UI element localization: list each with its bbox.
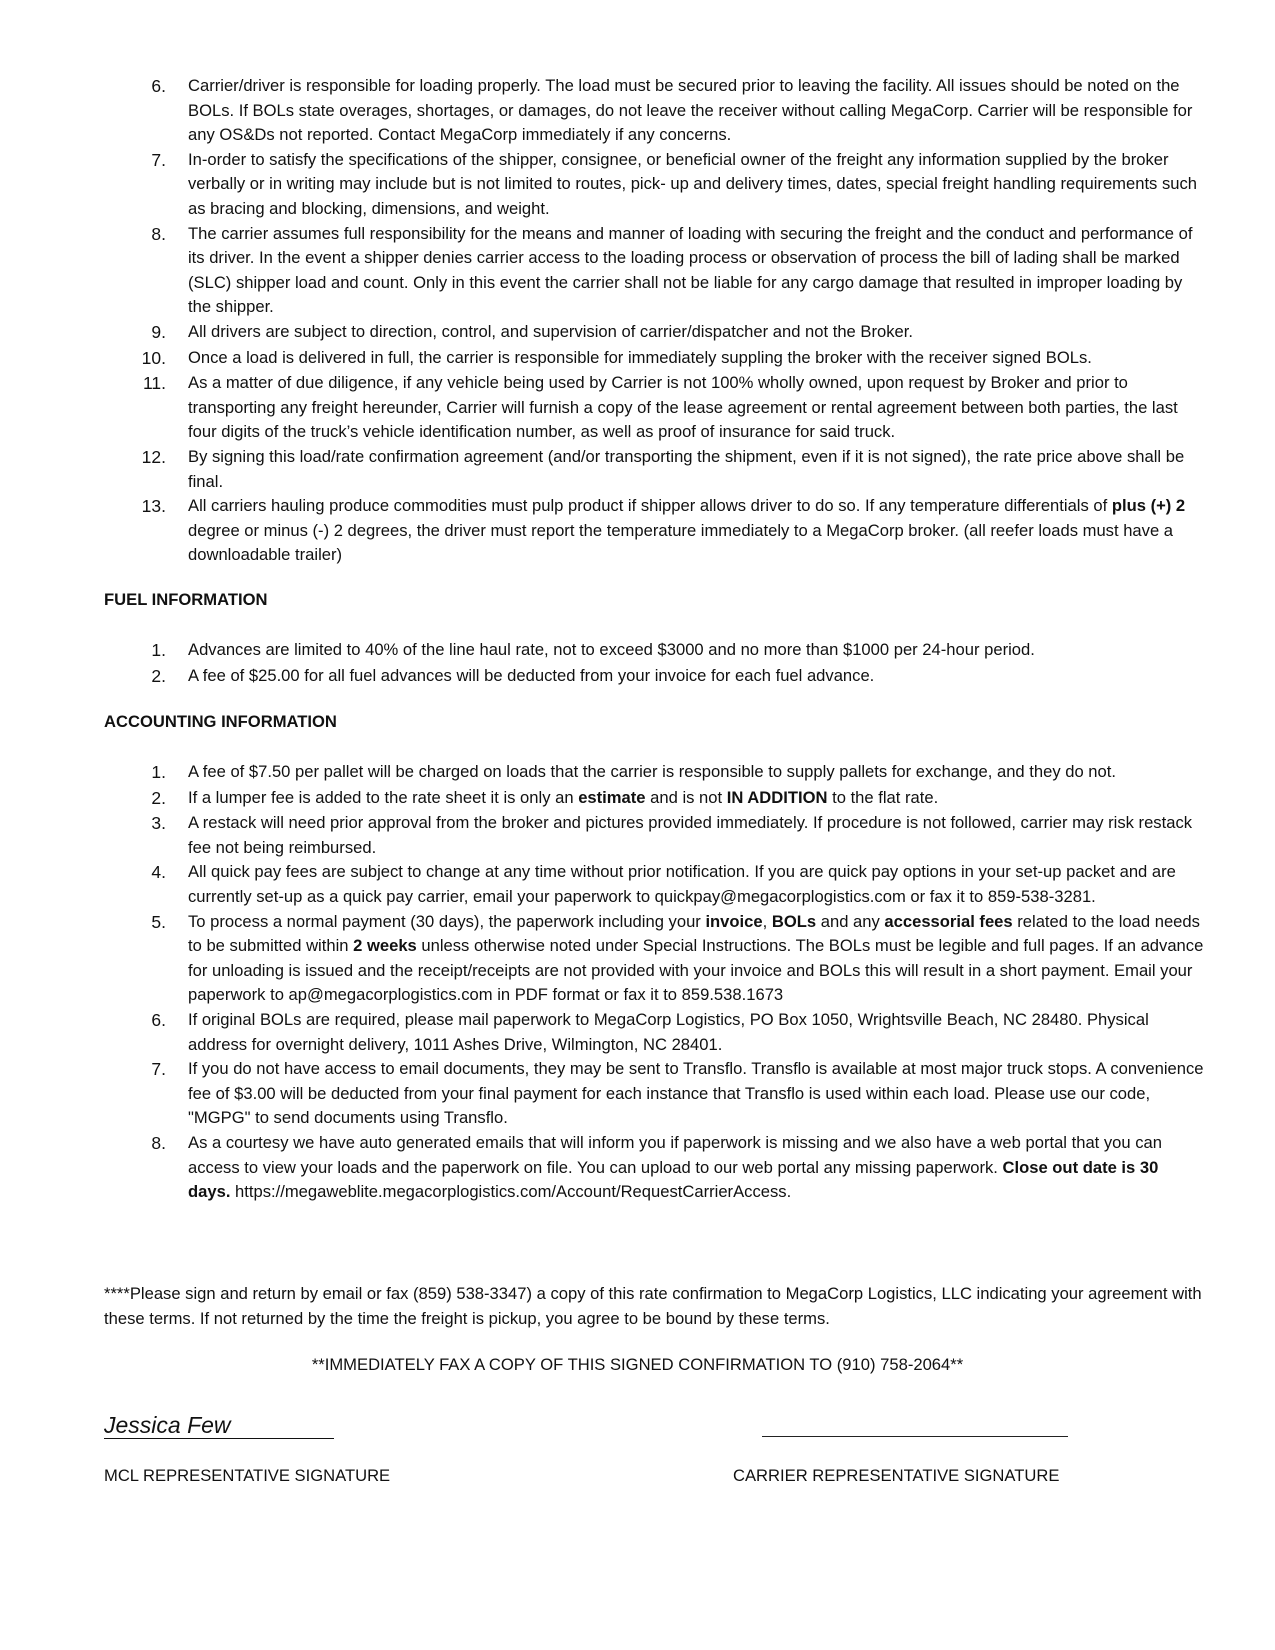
list-item: 4. All quick pay fees are subject to change at any time without prior notification. If you are quick pay options in your set-up packet and are currently set-up as a quick pay carrier, email your paperwork to quickpay@megacorplogistics.com or fax it to 859-538-3281. [151,862,1176,906]
list-item: 9. All drivers are subject to direction, control, and supervision of carrier/dispatcher and not the Broker. [151,321,913,342]
list-item: 6. Carrier/driver is responsible for loading properly. The load must be secured prior to leaving the facility. All issues should be noted on the BOLs. If BOLs state overages, shortages, or damages, do not leave the receiver without calling MegaCorp. Carrier will be responsible for any OS&Ds not reported. Contact MegaCorp immediately if any concerns. [151,76,1193,145]
list-item: 8. The carrier assumes full responsibility for the means and manner of loading with securing the freight and the conduct and performance of its driver. In the event a shipper denies carrier access to the loading process or observation of process the bill of lading shall be marked (SLC) shipper load and count. Only in this event the carrier shall not be liable for any cargo damage that resulted in improper loading by the shipper. [151,223,1193,317]
list-item: 10. Once a load is delivered in full, the carrier is responsible for immediately suppling the broker with the receiver signed BOLs. [141,347,1092,368]
carrier-signature-line[interactable] [762,1436,1068,1437]
carrier-signature-label: CARRIER REPRESENTATIVE SIGNATURE [733,1466,1060,1485]
list-item: 6. If original BOLs are required, please mail paperwork to MegaCorp Logistics, PO Box 1050, Wrightsville Beach, NC 28480. Physical address for overnight delivery, 1011 Ashes Drive, Wilmington, NC 28401. [151,1009,1149,1054]
fuel-heading: FUEL INFORMATION [104,590,268,609]
mcl-signature: Jessica Few [104,1412,334,1439]
list-item: 12. By signing this load/rate confirmation agreement (and/or transporting the shipment, even if it is not signed), the rate price above shall be final. [141,446,1185,491]
list-item: 1. Advances are limited to 40% of the line haul rate, not to exceed $3000 and no more than $1000 per 24-hour period. [151,640,1035,660]
return-note: ****Please sign and return by email or fax (859) 538-3347) a copy of this rate confirmation to MegaCorp Logistics, LLC indicating your agreement with these terms. If not returned by the time the freight is pickup, you agree to be bound by these terms. [104,1284,1202,1328]
list-item: 7. In-order to satisfy the specifications of the shipper, consignee, or beneficial owner of the freight any information supplied by the broker verbally or in writing may include but is not limited to routes, pick- up and delivery times, dates, special freight handling requirements such as bracing and blocking, dimensions, and weight. [151,149,1198,218]
list-item: 11. As a matter of due diligence, if any vehicle being used by Carrier is not 100% wholly owned, upon request by Broker and prior to transporting any freight hereunder, Carrier will furnish a copy of the lease agreement or rental agreement between both parties, the last four digits of the truck’s vehicle identification number, as well as proof of insurance for said truck. [142,373,1178,442]
list-item: 2. If a lumper fee is added to the rate sheet it is only an estimate and is not IN ADDITION to the flat rate. [151,787,939,808]
terms-list [104,74,1204,568]
list-item: 2. A fee of $25.00 for all fuel advances will be deducted from your invoice for each fuel advance. [151,665,875,686]
mcl-signature-label: MCL REPRESENTATIVE SIGNATURE [104,1466,391,1485]
list-item: 8. As a courtesy we have auto generated emails that will inform you if paperwork is missing and we also have a web portal that you can access to view your loads and the paperwork on file. You can upload to our web portal any missing paperwork. Close out date is 30 days. https://megaweblite.megacorplogistics.com/Account/RequestCarrierAccess. [151,1132,1163,1202]
accounting-list [104,760,1204,1205]
list-item: 7. If you do not have access to email documents, they may be sent to Transflo. Transflo is available at most major truck stops. A convenience fee of $3.00 will be deducted from your final payment for each instance that Transflo is used within each load. Please use our code, "MGPG" to send documents using Transflo. [151,1059,1204,1128]
accounting-heading: ACCOUNTING INFORMATION [104,712,337,731]
fax-note: **IMMEDIATELY FAX A COPY OF THIS SIGNED CONFIRMATION TO (910) 758-2064** [311,1355,964,1374]
list-item: 3. A restack will need prior approval from the broker and pictures provided immediately. If procedure is not followed, carrier may risk restack fee not being reimbursed. [151,813,1193,857]
fuel-list [104,638,1204,689]
list-item: 5. To process a normal payment (30 days), the paperwork including your invoice, BOLs and any accessorial fees related to the load needs to be submitted within 2 weeks unless otherwise noted under Special Instructions. The BOLs must be legible and full pages. If an advance for unloading is issued and the receipt/receipts are not provided with your invoice and BOLs this will result in a short payment. Email your paperwork to ap@megacorplogistics.com in PDF format or fax it to 859.538.1673 [151,911,1204,1005]
list-item: 1. A fee of $7.50 per pallet will be charged on loads that the carrier is responsible to supply pallets for exchange, and they do not. [151,762,1116,782]
list-item: 13. All carriers hauling produce commodities must pulp product if shipper allows driver to do so. If any temperature differentials of plus (+) 2 degree or minus (-) 2 degrees, the driver must report the temperature immediately to a MegaCorp broker. (all reefer loads must have a downloadable trailer) [141,496,1186,565]
